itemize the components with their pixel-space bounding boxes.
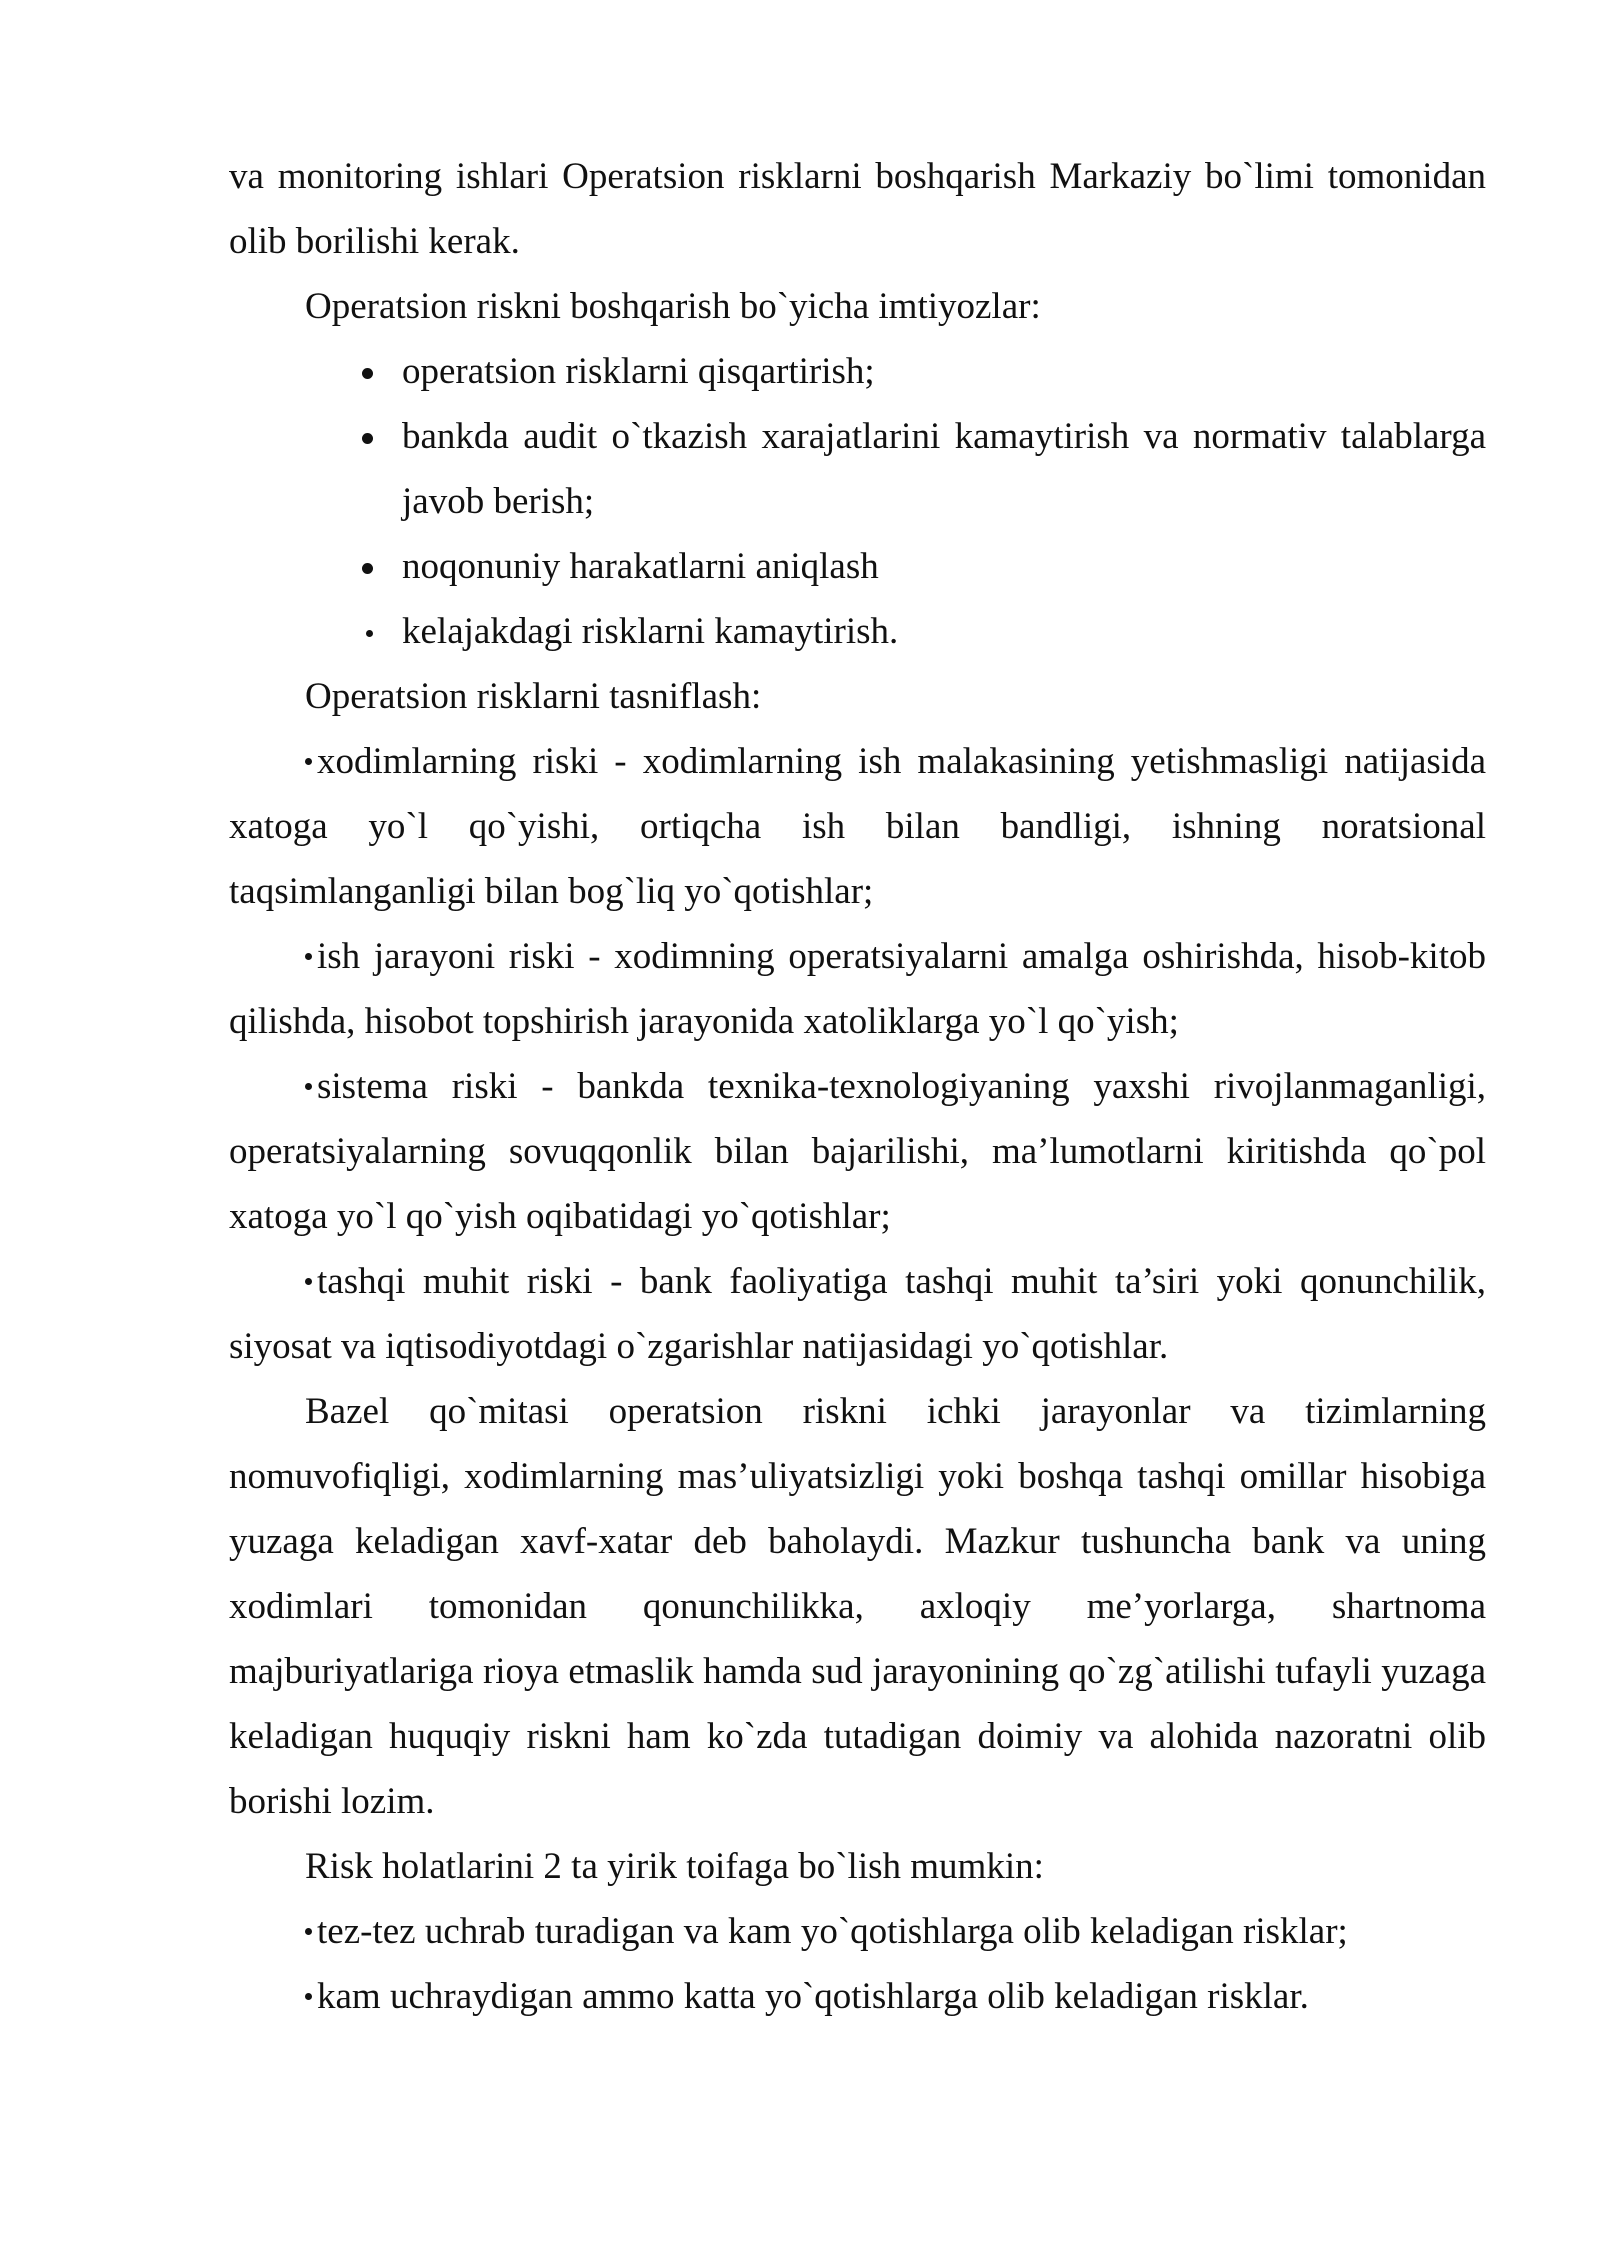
classification-text: xodimlarning riski - xodimlarning ish malakasining yetishmasligi natijasida xatoga yo`l qo`yishi, ortiqcha ish bilan bandligi, ishning noratsional taqsimlanganligi bilan bog`liq yo`qotishlar;	[229, 741, 1486, 912]
paragraph-intro: va monitoring ishlari Operatsion risklarni boshqarish Markaziy bo`limi tomonidan olib borilishi kerak.	[229, 156, 1486, 262]
page-text	[229, 144, 1486, 2029]
categories-heading: Risk holatlarini 2 ta yirik toifaga bo`lish mumkin:	[305, 1846, 1044, 1887]
bullet-icon	[305, 1083, 312, 1090]
classification-heading: Operatsion risklarni tasniflash:	[305, 676, 762, 717]
classification-text: ish jarayoni riski - xodimning operatsiyalarni amalga oshirishda, hisob-kitob qilishda, hisobot topshirish jarayonida xatoliklarga yo`l qo`yish;	[229, 936, 1486, 1042]
classification-item	[229, 1054, 1486, 1249]
category-item	[229, 1964, 1486, 2029]
benefit-text: kelajakdagi risklarni kamaytirish.	[402, 611, 899, 652]
bullet-icon	[305, 758, 312, 765]
bullet-icon	[362, 433, 373, 444]
bullet-icon	[362, 368, 373, 379]
bullet-icon	[305, 953, 312, 960]
category-item	[229, 1899, 1486, 1964]
benefit-item	[229, 534, 1486, 599]
category-text: kam uchraydigan ammo katta yo`qotishlarga olib keladigan risklar.	[317, 1976, 1309, 2017]
paragraph-basel: Bazel qo`mitasi operatsion riskni ichki jarayonlar va tizimlarning nomuvofiqligi, xodimlarning mas’uliyatsizligi yoki boshqa tashqi omillar hisobiga yuzaga keladigan xavf-xatar deb baholaydi. Mazkur tushuncha bank va uning xodimlari tomonidan qonunchilikka, axloqiy me’yorlarga, shartnoma majburiyatlariga rioya etmaslik hamda sud jarayonining qo`zg`atilishi tufayli yuzaga keladigan huquqiy riskni ham ko`zda tutadigan doimiy va alohida nazoratni olib borishi lozim.	[229, 1391, 1486, 1822]
bullet-icon	[366, 630, 373, 637]
category-text: tez-tez uchrab turadigan va kam yo`qotishlarga olib keladigan risklar;	[317, 1911, 1348, 1952]
benefit-text: operatsion risklarni qisqartirish;	[402, 351, 875, 392]
classification-text: tashqi muhit riski - bank faoliyatiga tashqi muhit ta’siri yoki qonunchilik, siyosat va iqtisodiyotdagi o`zgarishlar natijasidagi yo`qotishlar.	[229, 1261, 1486, 1367]
benefits-heading: Operatsion riskni boshqarish bo`yicha imtiyozlar:	[305, 286, 1041, 327]
classification-item	[229, 1249, 1486, 1379]
benefit-text: bankda audit o`tkazish xarajatlarini kamaytirish va normativ talablarga javob berish;	[402, 416, 1486, 522]
classification-item	[229, 924, 1486, 1054]
benefit-item	[229, 599, 1486, 664]
benefit-text: noqonuniy harakatlarni aniqlash	[402, 546, 879, 587]
bullet-icon	[362, 563, 373, 574]
classification-text: sistema riski - bankda texnika-texnologiyaning yaxshi rivojlanmaganligi, operatsiyalarning sovuqqonlik bilan bajarilishi, ma’lumotlarni kiritishda qo`pol xatoga yo`l qo`yish oqibatidagi yo`qotishlar;	[229, 1066, 1486, 1237]
benefit-item	[229, 339, 1486, 404]
classification-item	[229, 729, 1486, 924]
bullet-icon	[305, 1928, 312, 1935]
bullet-icon	[305, 1993, 312, 2000]
benefit-item	[229, 404, 1486, 534]
bullet-icon	[305, 1278, 312, 1285]
